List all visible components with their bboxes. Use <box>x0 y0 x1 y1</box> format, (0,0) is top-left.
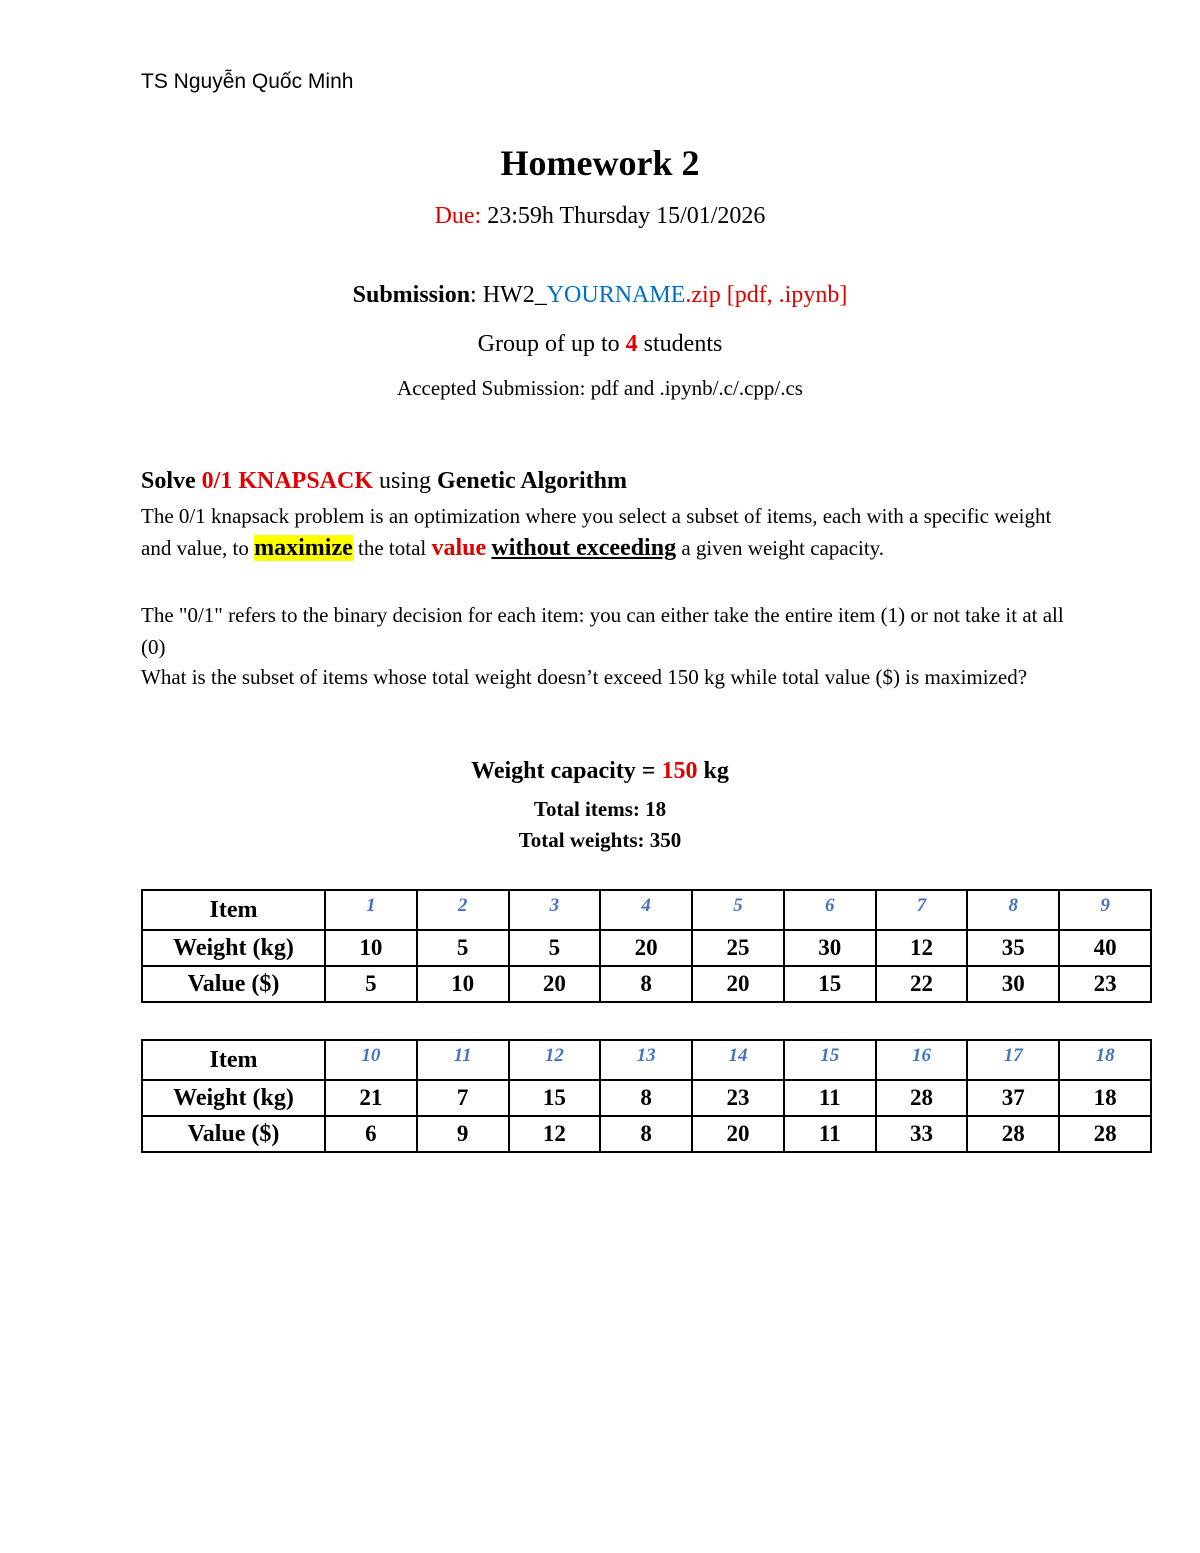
description-paragraph-1 <box>141 500 1081 564</box>
item-number: 6 <box>784 890 876 930</box>
weight-cell: 10 <box>325 930 417 966</box>
description-paragraph-3: What is the subset of items whose total weight doesn’t exceed 150 kg while total value ($) is maximized? <box>141 665 1028 689</box>
value-cell: 5 <box>325 966 417 1002</box>
table-row-value <box>142 966 1151 1002</box>
item-number: 7 <box>876 890 968 930</box>
item-number: 8 <box>967 890 1059 930</box>
weight-cell: 40 <box>1059 930 1151 966</box>
value-cell: 11 <box>784 1116 876 1152</box>
value-cell: 28 <box>1059 1116 1151 1152</box>
weight-cell: 15 <box>509 1080 601 1116</box>
capacity-value: 150 <box>661 758 698 784</box>
weight-cell: 21 <box>325 1080 417 1116</box>
weight-cell: 23 <box>692 1080 784 1116</box>
item-number: 5 <box>692 890 784 930</box>
weight-cell: 5 <box>417 930 509 966</box>
highlight-maximize: maximize <box>254 535 353 561</box>
table-row-weight <box>142 1080 1151 1116</box>
value-cell: 20 <box>509 966 601 1002</box>
item-number: 10 <box>325 1040 417 1080</box>
weight-cell: 28 <box>876 1080 968 1116</box>
item-number: 9 <box>1059 890 1151 930</box>
submission-placeholder: YOURNAME <box>546 282 686 308</box>
row-label-item: Item <box>142 890 325 930</box>
value-cell: 30 <box>967 966 1059 1002</box>
task-using: using <box>373 468 438 494</box>
item-number: 17 <box>967 1040 1059 1080</box>
value-cell: 20 <box>692 1116 784 1152</box>
table-row-item <box>142 1040 1151 1080</box>
value-cell: 15 <box>784 966 876 1002</box>
value-cell: 10 <box>417 966 509 1002</box>
value-cell: 8 <box>600 966 692 1002</box>
due-line <box>0 203 1200 230</box>
value-cell: 28 <box>967 1116 1059 1152</box>
group-line <box>0 331 1200 358</box>
item-number: 2 <box>417 890 509 930</box>
weight-cell: 8 <box>600 1080 692 1116</box>
desc-text-b: the total <box>352 536 432 560</box>
weight-cell: 35 <box>967 930 1059 966</box>
description-paragraph-2: The "0/1" refers to the binary decision for each item: you can either take the entire item (1) or not take it at all (0) <box>141 603 1064 659</box>
totals <box>0 794 1200 856</box>
accepted-formats: Accepted Submission: pdf and .ipynb/.c/.cpp/.cs <box>397 376 803 400</box>
task-problem: 0/1 KNAPSACK <box>201 468 374 494</box>
submission-label: Submission <box>352 282 471 308</box>
weight-cell: 5 <box>509 930 601 966</box>
row-label-weight: Weight (kg) <box>142 1080 325 1116</box>
weight-cell: 37 <box>967 1080 1059 1116</box>
weight-cell: 18 <box>1059 1080 1151 1116</box>
table-row-weight <box>142 930 1151 966</box>
task-solve: Solve <box>141 468 202 494</box>
weight-capacity <box>0 758 1200 785</box>
weight-cell: 20 <box>600 930 692 966</box>
capacity-unit: kg <box>697 758 729 784</box>
page-title: Homework 2 <box>500 143 700 183</box>
value-cell: 22 <box>876 966 968 1002</box>
value-cell: 6 <box>325 1116 417 1152</box>
group-count: 4 <box>625 331 638 357</box>
items-table-2 <box>141 1039 1152 1153</box>
submission-prefix: : HW2_ <box>470 282 547 308</box>
item-number: 14 <box>692 1040 784 1080</box>
row-label-weight: Weight (kg) <box>142 930 325 966</box>
item-number: 12 <box>509 1040 601 1080</box>
table-row-value <box>142 1116 1151 1152</box>
item-number: 1 <box>325 890 417 930</box>
value-cell: 20 <box>692 966 784 1002</box>
row-label-value: Value ($) <box>142 1116 325 1152</box>
submission-extension: .zip [pdf, .ipynb] <box>685 282 848 308</box>
group-suffix: students <box>637 331 723 357</box>
item-number: 16 <box>876 1040 968 1080</box>
table-row-item <box>142 890 1151 930</box>
weight-cell: 7 <box>417 1080 509 1116</box>
task-heading <box>141 468 627 495</box>
value-cell: 12 <box>509 1116 601 1152</box>
due-date: 23:59h Thursday 15/01/2026 <box>481 203 766 229</box>
group-prefix: Group of up to <box>477 331 626 357</box>
row-label-item: Item <box>142 1040 325 1080</box>
due-label: Due: <box>434 203 482 229</box>
task-method: Genetic Algorithm <box>437 468 627 494</box>
capacity-label: Weight capacity = <box>471 758 662 784</box>
weight-cell: 12 <box>876 930 968 966</box>
item-number: 13 <box>600 1040 692 1080</box>
value-cell: 23 <box>1059 966 1151 1002</box>
item-number: 3 <box>509 890 601 930</box>
value-cell: 9 <box>417 1116 509 1152</box>
row-label-value: Value ($) <box>142 966 325 1002</box>
weight-cell: 25 <box>692 930 784 966</box>
submission-line <box>0 282 1200 309</box>
emphasis-without-exceeding: without exceeding <box>491 535 677 561</box>
desc-text-c: a given weight capacity. <box>676 536 885 560</box>
item-number: 11 <box>417 1040 509 1080</box>
value-cell: 8 <box>600 1116 692 1152</box>
total-weights: Total weights: 350 <box>518 828 682 852</box>
author-name: TS Nguyễn Quốc Minh <box>141 70 354 93</box>
item-number: 4 <box>600 890 692 930</box>
value-cell: 33 <box>876 1116 968 1152</box>
weight-cell: 11 <box>784 1080 876 1116</box>
total-items: Total items: 18 <box>533 797 667 821</box>
emphasis-value: value <box>431 535 487 561</box>
items-table-1 <box>141 889 1152 1003</box>
desc-text-a: The 0/1 knapsack problem is an optimization where you select a subset of items, each with a specific weight and value, to <box>141 504 1052 560</box>
weight-cell: 30 <box>784 930 876 966</box>
item-number: 15 <box>784 1040 876 1080</box>
item-number: 18 <box>1059 1040 1151 1080</box>
